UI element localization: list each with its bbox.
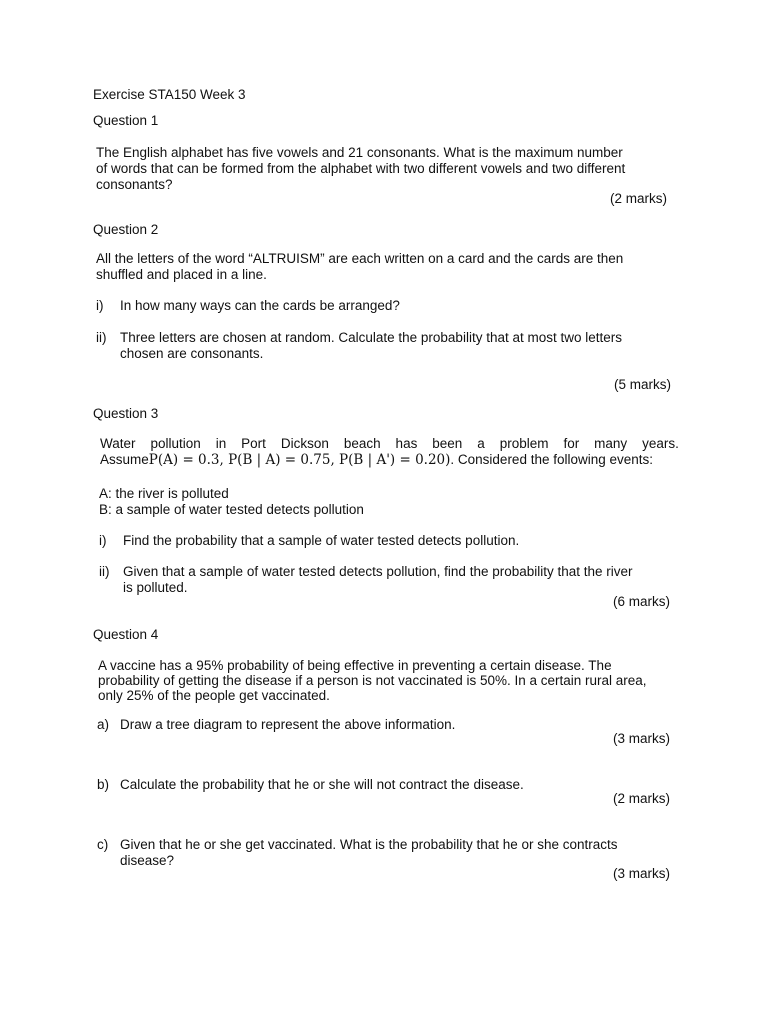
question-4-part-a-marks: (3 marks) <box>613 731 670 746</box>
question-2-text-line-1: All the letters of the word “ALTRUISM” are each written on a card and the cards are then <box>96 251 624 266</box>
question-3-part-ii-text-line-2: is polluted. <box>123 580 188 595</box>
question-2-text-line-2: shuffled and placed in a line. <box>96 267 267 282</box>
question-4-part-c-text-line-1: Given that he or she get vaccinated. What is the probability that he or she contracts <box>120 837 618 852</box>
question-2-marks: (5 marks) <box>614 377 671 392</box>
question-3-part-label: ii) <box>99 564 110 579</box>
question-3-heading: Question 3 <box>93 406 159 421</box>
assume-label: Assume <box>100 452 149 467</box>
question-3-part-i-text: Find the probability that a sample of water tested detects pollution. <box>123 533 520 548</box>
question-2-part-label: ii) <box>96 330 107 345</box>
question-2-heading: Question 2 <box>93 222 159 237</box>
question-3-marks: (6 marks) <box>613 594 670 609</box>
question-3-part-label: i) <box>99 533 107 548</box>
question-1-heading: Question 1 <box>93 113 159 128</box>
question-2-part-label: i) <box>96 298 104 313</box>
event-a: A: the river is polluted <box>99 486 229 501</box>
question-4-part-label: a) <box>97 717 110 732</box>
question-2-part-ii-text-line-1: Three letters are chosen at random. Calculate the probability that at most two letters <box>120 330 622 345</box>
question-1-text-line-2: of words that can be formed from the alphabet with two different vowels and two different <box>96 161 626 176</box>
question-4-part-a-text: Draw a tree diagram to represent the above information. <box>120 717 456 732</box>
question-2-part-ii-text-line-2: chosen are consonants. <box>120 346 264 361</box>
question-4-part-label: c) <box>97 837 109 852</box>
question-3-text-line-1: Water pollution in Port Dickson beach has been a problem for many years. <box>100 436 679 451</box>
question-4-part-c-marks: (3 marks) <box>613 866 670 881</box>
question-1-text-line-3: consonants? <box>96 177 173 192</box>
question-4-text-line-1: A vaccine has a 95% probability of being effective in preventing a certain disease. The <box>98 658 612 673</box>
question-1-text-line-1: The English alphabet has five vowels and 21 consonants. What is the maximum number <box>96 145 623 160</box>
probability-formula: P(A) = 0.3, P(B | A) = 0.75, P(B | A') = 0.20) <box>148 452 451 468</box>
question-4-text-line-3: only 25% of the people get vaccinated. <box>98 688 330 703</box>
question-4-text-line-2: probability of getting the disease if a person is not vaccinated is 50%. In a certain rural area, <box>98 673 647 688</box>
question-1-marks: (2 marks) <box>610 191 667 206</box>
page-title: Exercise STA150 Week 3 <box>93 87 246 102</box>
question-4-part-b-marks: (2 marks) <box>613 791 670 806</box>
question-4-part-b-text: Calculate the probability that he or she will not contract the disease. <box>120 777 524 792</box>
question-4-part-label: b) <box>97 777 110 792</box>
question-3-text-line-2-rest: . Considered the following events: <box>450 452 654 467</box>
question-3-part-ii-text-line-1: Given that a sample of water tested detects pollution, find the probability that the river <box>123 564 633 579</box>
event-b: B: a sample of water tested detects pollution <box>99 502 364 517</box>
question-3-text-line-2 <box>100 452 653 468</box>
question-4-part-c-text-line-2: disease? <box>120 853 175 868</box>
question-2-part-i-text: In how many ways can the cards be arranged? <box>120 298 400 313</box>
question-4-heading: Question 4 <box>93 627 159 642</box>
